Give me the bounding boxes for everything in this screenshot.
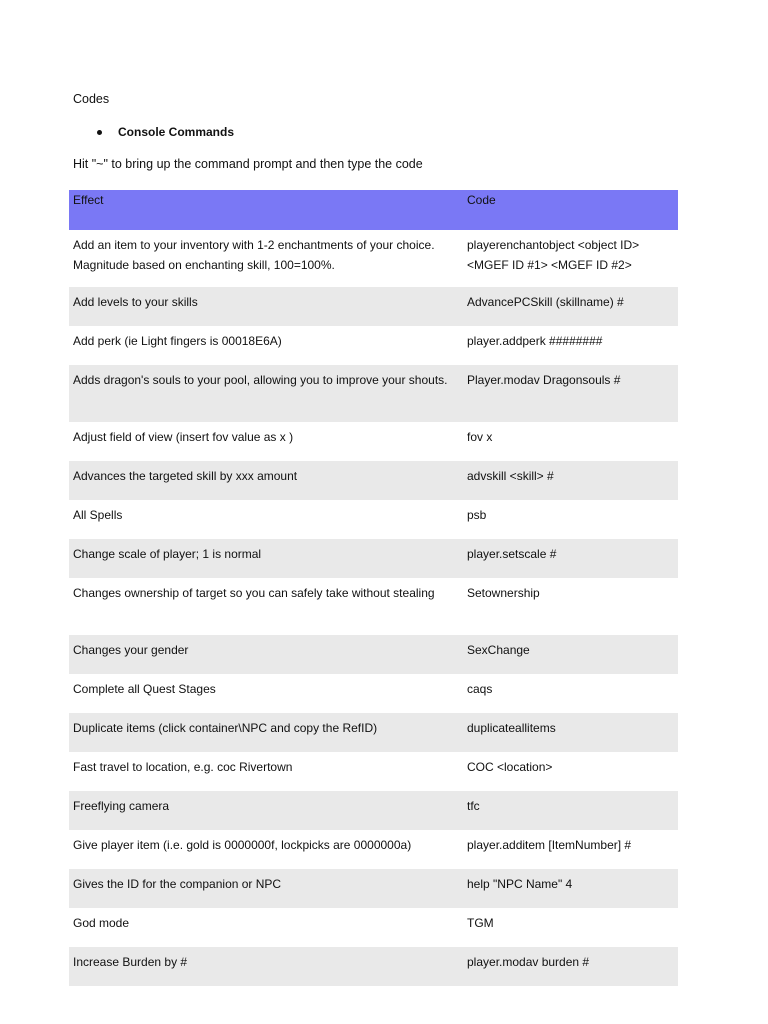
- effect-cell: Adjust field of view (insert fov value as x ): [73, 430, 294, 444]
- document-heading: Codes: [73, 92, 110, 106]
- table-row: [69, 365, 678, 422]
- code-cell: player.additem [ItemNumber] #: [467, 838, 632, 852]
- effect-cell: Freeflying camera: [69, 791, 463, 830]
- table-row: [69, 830, 678, 869]
- table-row: [69, 752, 678, 791]
- bullet-item: [97, 125, 234, 139]
- code-cell: fov x: [467, 430, 493, 444]
- code-cell: psb: [467, 508, 487, 522]
- bullet-text: Console Commands: [118, 125, 235, 139]
- table-row: [69, 869, 678, 908]
- code-cell: player.setscale #: [463, 539, 678, 578]
- effect-cell: Fast travel to location, e.g. coc Rivertown: [73, 760, 293, 774]
- table-row: [69, 578, 678, 635]
- header-code: Code: [463, 190, 678, 230]
- code-cell: player.addperk ########: [467, 334, 603, 348]
- table-row: [69, 674, 678, 713]
- code-cell: playerenchantobject <object ID> <MGEF ID #1> <MGEF ID #2>: [467, 238, 640, 272]
- effect-cell: Advances the targeted skill by xxx amount: [69, 461, 463, 500]
- code-cell: help "NPC Name" 4: [463, 869, 678, 908]
- effect-cell: God mode: [73, 916, 130, 930]
- effect-cell: Add an item to your inventory with 1-2 enchantments of your choice. Magnitude based on enchanting skill, 100=100%.: [73, 238, 435, 272]
- table-row: [69, 635, 678, 674]
- effect-cell: Change scale of player; 1 is normal: [69, 539, 463, 578]
- code-cell: COC <location>: [467, 760, 553, 774]
- code-cell: Setownership: [467, 586, 540, 600]
- code-cell: Player.modav Dragonsouls #: [463, 365, 678, 422]
- intro-text: Hit "~" to bring up the command prompt and then type the code: [73, 157, 423, 171]
- code-cell: AdvancePCSkill (skillname) #: [463, 287, 678, 326]
- effect-cell: Changes your gender: [69, 635, 463, 674]
- effect-cell: Add levels to your skills: [69, 287, 463, 326]
- effect-cell: Complete all Quest Stages: [73, 682, 216, 696]
- code-cell: player.modav burden #: [463, 947, 678, 986]
- table-row: [69, 287, 678, 326]
- effect-cell: Add perk (ie Light fingers is 00018E6A): [73, 334, 282, 348]
- table-row: [69, 947, 678, 986]
- table-header-row: [69, 190, 678, 230]
- table-row: [69, 422, 678, 461]
- table-row: [69, 713, 678, 752]
- table-row: [69, 908, 678, 947]
- table-row: [69, 539, 678, 578]
- codes-table: [69, 190, 678, 986]
- effect-cell: All Spells: [73, 508, 123, 522]
- table-row: [69, 326, 678, 365]
- code-cell: caqs: [467, 682, 493, 696]
- code-cell: advskill <skill> #: [463, 461, 678, 500]
- effect-cell: Changes ownership of target so you can safely take without stealing: [73, 586, 435, 600]
- table-row: [69, 791, 678, 830]
- table-row: [69, 500, 678, 539]
- bullet-dot-icon: [97, 130, 102, 135]
- effect-cell: Gives the ID for the companion or NPC: [69, 869, 463, 908]
- table-row: [69, 230, 678, 287]
- effect-cell: Adds dragon's souls to your pool, allowing you to improve your shouts.: [69, 365, 463, 422]
- effect-cell: Increase Burden by #: [69, 947, 463, 986]
- effect-cell: Duplicate items (click container\NPC and copy the RefID): [69, 713, 463, 752]
- table-row: [69, 461, 678, 500]
- code-cell: tfc: [463, 791, 678, 830]
- code-cell: duplicateallitems: [463, 713, 678, 752]
- code-cell: TGM: [467, 916, 494, 930]
- header-effect: Effect: [69, 190, 463, 230]
- code-cell: SexChange: [463, 635, 678, 674]
- effect-cell: Give player item (i.e. gold is 0000000f, lockpicks are 0000000a): [73, 838, 412, 852]
